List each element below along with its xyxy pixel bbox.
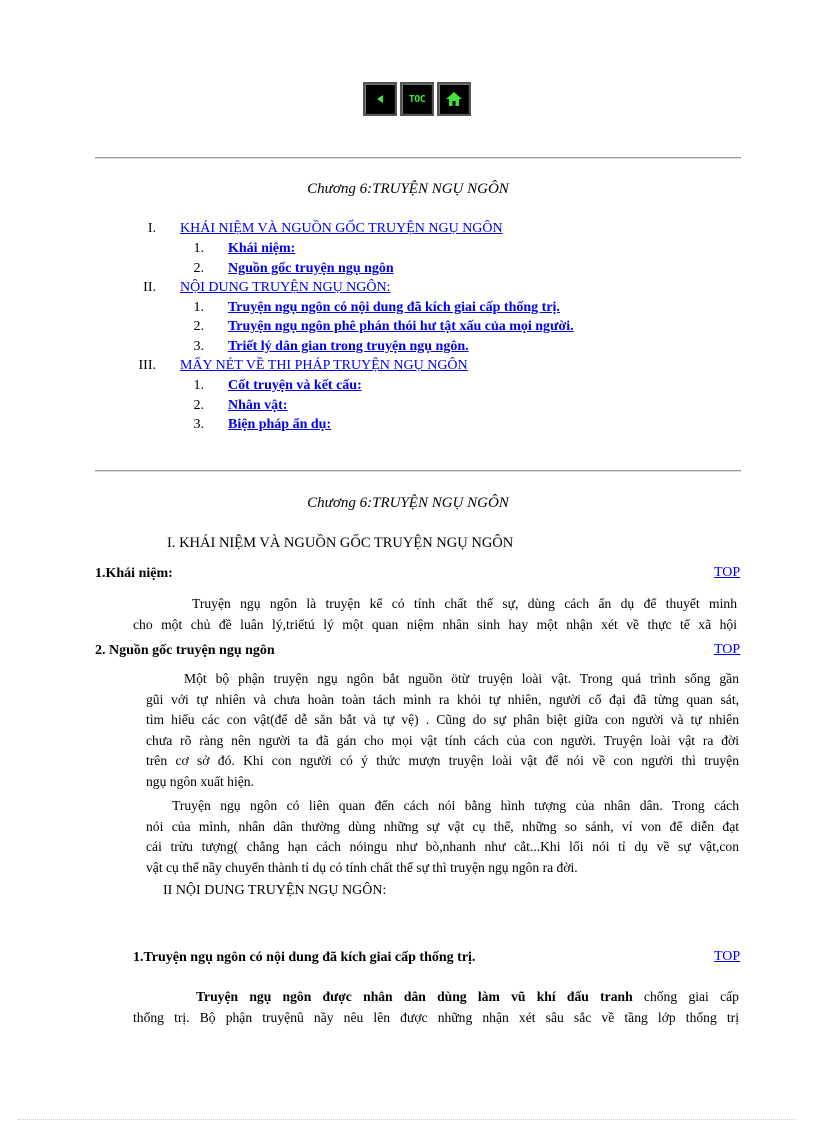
text-line: tìm hiểu các con vật(để dễ săn bắt và tự vệ) . Cũng do sự phân biệt giữa con người và tự nhiên — [146, 712, 739, 727]
text-line: cái trừu tượng( chẳng hạn cách nóingu như bò,nhanh như cắt...Khi lối nói tỉ dụ về sự vật,con — [146, 839, 739, 854]
text-span: chống giai cấp — [632, 989, 739, 1004]
toc-link-1-1[interactable]: Khái niệm: — [228, 241, 296, 256]
page-edge — [18, 1119, 796, 1120]
text-line: Truyện ngụ ngôn có liên quan đến cách nói bằng hình tượng của nhân dân. Trong cách — [172, 798, 739, 813]
toc-link-1-2[interactable]: Nguồn gốc truyện ngụ ngôn — [228, 261, 394, 276]
toc-link-section-3[interactable]: MẤY NÉT VỀ THI PHÁP TRUYỆN NGỤ NGÔN — [180, 358, 468, 373]
toc-roman: I. — [147, 221, 156, 236]
section-1-heading: I. KHÁI NIỆM VÀ NGUỒN GỐC TRUYỆN NGỤ NGÔN — [167, 535, 514, 551]
top-link[interactable]: TOP — [714, 949, 741, 964]
toc-chapter-title — [0, 181, 816, 198]
text-line: vật cụ thể nầy chuyển thành tỉ dụ có tính chất thế sự thì truyện ngụ ngôn ra đời. — [146, 859, 578, 875]
toc-roman: II. — [143, 280, 156, 295]
toc-button-label: TOC — [408, 93, 426, 105]
home-button[interactable] — [437, 82, 471, 116]
subsection-1-2-heading: 2. Nguồn gốc truyện ngụ ngôn — [95, 643, 275, 658]
toc-roman: III. — [138, 358, 156, 373]
section-2-heading: II NỘI DUNG TRUYỆN NGỤ NGÔN: — [163, 883, 387, 898]
toc-num: 2. — [193, 261, 204, 276]
toc-button[interactable] — [400, 82, 434, 116]
text-line: gũi với tự nhiên và chưa hoàn toàn tách mình ra khỏi tự nhiên, người cổ đại đã từng quan sát, — [146, 691, 739, 707]
toc-num: 3. — [193, 417, 204, 432]
top-link[interactable]: TOP — [714, 642, 741, 657]
toc-link-2-2[interactable]: Truyện ngụ ngôn phê phán thói hư tật xấu của mọi người. — [228, 319, 574, 334]
toc-link-2-3[interactable]: Triết lý dân gian trong truyện ngụ ngôn. — [228, 339, 469, 354]
toc-num: 2. — [193, 398, 204, 413]
text-line: trên cơ sở đó. Khi con người có ý thức mượn truyện loài vật để nói về con người thì truyện — [146, 753, 739, 768]
text-line: ngụ ngôn xuất hiện. — [146, 773, 254, 789]
top-link[interactable]: TOP — [714, 565, 741, 580]
text-line: nói của mình, nhân dân thường dùng những sự vật cụ thể, những so sánh, ví von để diễn đạt — [146, 818, 739, 834]
text-line: chưa rõ ràng nên người ta đã gán cho mọi vật tính cách của con người. Truyện loài vật ra đời — [146, 732, 739, 748]
text-line: Truyện ngụ ngôn là truyện kể có tính chất thế sự, dùng cách ẩn dụ để thuyết minh — [192, 596, 737, 611]
navigation-bar — [363, 82, 474, 116]
divider — [95, 157, 741, 159]
divider — [95, 470, 741, 472]
toc-link-section-1[interactable]: KHÁI NIỆM VÀ NGUỒN GỐC TRUYỆN NGỤ NGÔN — [180, 221, 503, 236]
chapter-prefix: Chương 6: — [307, 181, 373, 197]
toc-num: 1. — [193, 241, 204, 256]
paragraph-definition — [133, 594, 737, 635]
toc-link-2-1[interactable]: Truyện ngụ ngôn có nội dung đã kích giai cấp thống trị. — [228, 300, 560, 315]
toc-num: 1. — [193, 378, 204, 393]
toc-link-3-1[interactable]: Cốt truyện và kết cấu: — [228, 378, 362, 393]
chapter-main: TRUYỆN NGỤ NGÔN — [372, 181, 509, 197]
body-chapter-title — [0, 495, 816, 512]
subsection-2-1-heading: 1.Truyện ngụ ngôn có nội dung đã kích giai cấp thống trị. — [133, 950, 476, 965]
chapter-main: TRUYỆN NGỤ NGÔN — [372, 495, 509, 511]
toc-link-section-2[interactable]: NỘI DUNG TRUYỆN NGỤ NGÔN: — [180, 280, 391, 295]
text-line: cho một chủ đề luân lý,triếtú lý một quan niệm nhân sinh hay một nhận xét về thực tế xã hội — [133, 616, 737, 632]
toc-num: 1. — [193, 300, 204, 315]
prev-button[interactable] — [363, 82, 397, 116]
paragraph-content-1 — [133, 987, 739, 1028]
subsection-1-1-heading: 1.Khái niệm: — [95, 566, 173, 581]
text-line: Một bộ phận truyện ngụ ngôn bắt nguồn ötừ truyện loài vật. Trong quá trình sống gần — [184, 671, 739, 686]
text-line: thống trị. Bộ phận truyệnû nầy nêu lên được những nhận xét sâu sắc về tầng lớp thống trị — [133, 1009, 739, 1025]
home-icon — [445, 90, 463, 108]
paragraph-origin-2 — [146, 796, 739, 878]
toc-num: 3. — [193, 339, 204, 354]
chapter-prefix: Chương 6: — [307, 495, 373, 511]
bold-lead: Truyện ngụ ngôn được nhân dân dùng làm vũ khí đấu tranh — [196, 989, 633, 1004]
toc-link-3-2[interactable]: Nhân vật: — [228, 398, 288, 413]
arrow-left-icon — [374, 93, 386, 105]
paragraph-origin-1 — [146, 669, 739, 792]
toc-num: 2. — [193, 319, 204, 334]
toc-link-3-3[interactable]: Biện pháp ẩn dụ: — [228, 417, 332, 432]
